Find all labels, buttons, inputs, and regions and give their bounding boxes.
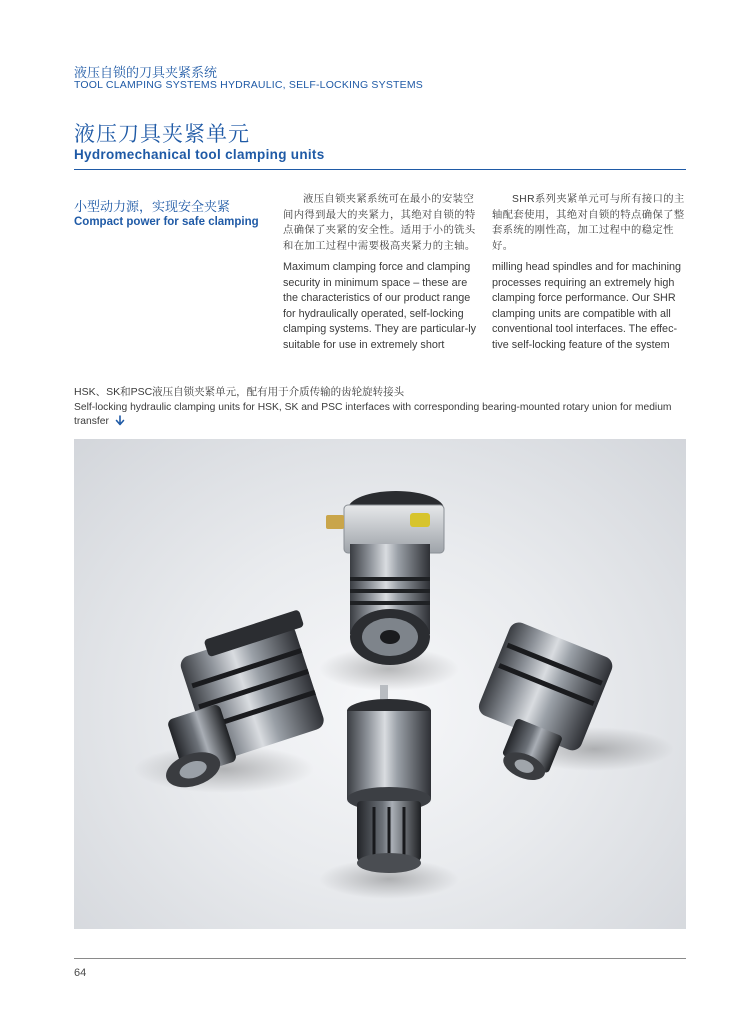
subtitle-cn: 小型动力源，实现安全夹紧 [74,199,231,214]
caption-en-text: Self-locking hydraulic clamping units for HSK, SK and PSC interfaces with corresponding bearing-mounted rotary union for medium transfer [74,402,672,427]
title-divider [74,169,686,170]
footer-divider [74,958,686,959]
body-column-2 [492,192,688,353]
page-title-cn: 液压刀具夹紧单元 [74,123,250,146]
caption-cn: HSK、SK和PSC液压自锁夹紧单元，配有用于介质传输的齿轮旋转接头 [74,386,405,398]
body-col2-en: milling head spindles and for machining processes requiring an extremely high clamping force performance. Our SHR clamping units are compatible with all conventional tool interfaces. The effec-tive self-locking feature of the system [492,261,682,351]
body-col1-en: Maximum clamping force and clamping security in minimum space – these are the characteristics of our product range for hydraulically operated, self-locking clamping systems. They are particular-ly suitable for use in extremely short [283,261,477,351]
body-col1-cn: 液压自锁夹紧系统可在最小的安装空间内得到最大的夹紧力，其绝对自锁的特点确保了夹紧的安全性。适用于小的铣头和在加工过程中需要极高夹紧力的主轴。 [283,194,476,252]
caption-en [74,401,674,431]
arrow-down-icon [115,415,125,431]
clamping-units-illustration [74,439,686,929]
page-title-en: Hydromechanical tool clamping units [74,147,325,162]
section-header-en: TOOL CLAMPING SYSTEMS HYDRAULIC, SELF-LOCKING SYSTEMS [74,79,424,91]
page-number: 64 [74,967,87,979]
body-col2-cn: SHR系列夹紧单元可与所有接口的主轴配套使用，其绝对自锁的特点确保了整套系统的刚性高，加工过程中的稳定性好。 [492,194,685,252]
product-photo [74,439,686,929]
body-column-1 [283,192,478,353]
subtitle-en: Compact power for safe clamping [74,216,259,228]
section-header-cn: 液压自锁的刀具夹紧系统 [74,65,218,80]
